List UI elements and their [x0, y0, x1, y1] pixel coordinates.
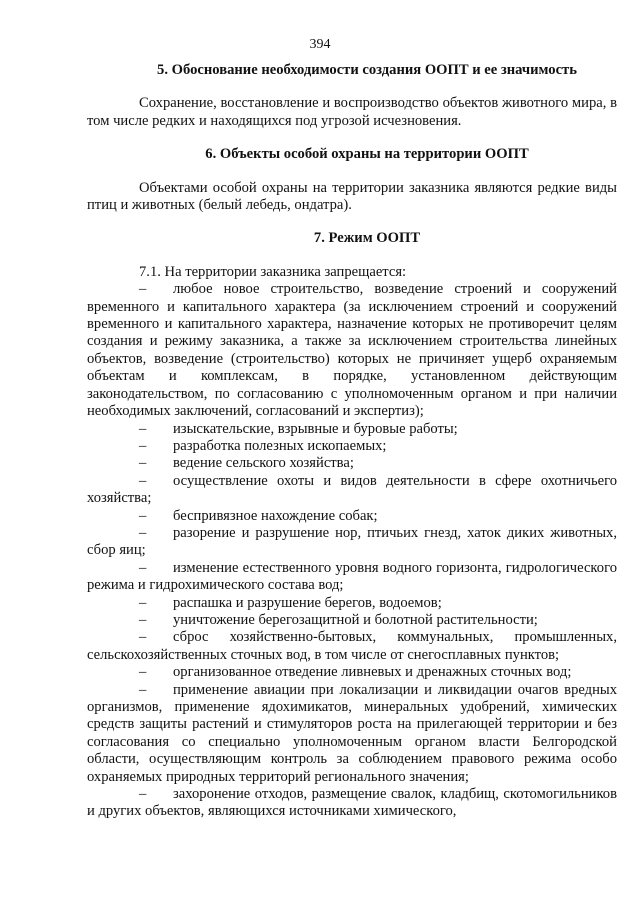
list-dash-marker: –	[139, 507, 147, 524]
spacer	[87, 79, 617, 95]
prohibition-text: разорение и разрушение нор, птичьих гнезд, хаток диких животных, сбор яиц;	[87, 524, 617, 559]
section-7-intro: 7.1. На территории заказника запрещается:	[139, 263, 407, 280]
list-dash-marker: –	[139, 629, 147, 646]
list-dash-marker: –	[139, 472, 147, 489]
prohibition-text: распашка и разрушение берегов, водоемов;	[173, 594, 442, 611]
prohibition-text: изменение естественного уровня водного горизонта, гидрологического режима и гидрохимического состава вод;	[87, 559, 617, 594]
spacer	[87, 164, 617, 180]
list-dash-marker: –	[139, 420, 147, 437]
section-6-heading: 6. Объекты особой охраны на территории ООПТ	[205, 146, 529, 163]
list-dash-marker: –	[139, 524, 147, 541]
list-dash-marker: –	[139, 455, 147, 472]
list-dash-marker: –	[139, 437, 147, 454]
spacer	[87, 248, 617, 264]
section-7-heading: 7. Режим ООПТ	[313, 230, 421, 247]
prohibition-item	[87, 281, 617, 420]
prohibition-text: разработка полезных ископаемых;	[173, 437, 387, 454]
prohibition-text: уничтожение берегозащитной и болотной растительности;	[173, 611, 538, 628]
prohibition-text: организованное отведение ливневых и дренажных сточных вод;	[173, 664, 572, 681]
page-number: 394	[309, 37, 331, 52]
prohibition-text: захоронение отходов, размещение свалок, кладбищ, скотомогильников и других объектов, являющихся источниками химического,	[87, 786, 617, 820]
prohibition-item	[87, 508, 617, 525]
prohibition-text: беспривязное нахождение собак;	[173, 507, 378, 524]
list-dash-marker: –	[139, 281, 147, 298]
prohibition-text: сброс хозяйственно-бытовых, коммунальных, промышленных, сельскохозяйственных сточных вод, в том числе от снегосплавных пунктов;	[87, 629, 617, 663]
list-dash-marker: –	[139, 559, 147, 576]
list-dash-marker: –	[139, 786, 147, 803]
section-5-text: Сохранение, восстановление и воспроизводство объектов животного мира, в том числе редких и находящихся под угрозой исчезновения.	[87, 95, 617, 129]
section-5-heading: 5. Обоснование необходимости создания ООПТ и ее значимость	[157, 62, 577, 78]
prohibition-item	[87, 473, 617, 508]
prohibition-item	[87, 421, 617, 438]
prohibition-text: любое новое строительство, возведение строений и сооружений временного и капитального характера (за исключением строений и сооружений временного и капитального характера, назначение которых не противоречит целям создания и режиму заказника, а также за исключением строительства линейных объектов, возведение (строительство) которых не причиняет ущерб охраняемым объектам и комплексам, в порядке, установленном действующим законодательством, по согласованию с уполномоченным органом и при наличии необходимых заключений, согласований и экспертиз);	[87, 281, 617, 420]
document-body	[87, 62, 617, 821]
list-dash-marker: –	[139, 594, 147, 611]
section-6-text: Объектами особой охраны на территории заказника являются редкие виды птиц и животных (белый лебедь, ондатра).	[87, 179, 617, 214]
prohibition-item	[87, 560, 617, 595]
prohibition-text: осуществление охоты и видов деятельности в сфере охотничьего хозяйства;	[87, 472, 617, 507]
prohibition-item	[87, 525, 617, 560]
prohibition-item	[87, 664, 617, 681]
list-dash-marker: –	[139, 664, 147, 681]
prohibitions-list	[87, 281, 617, 821]
prohibition-item	[87, 455, 617, 472]
prohibition-item	[87, 595, 617, 612]
prohibition-item	[87, 786, 617, 821]
prohibition-text: изыскательские, взрывные и буровые работы;	[173, 420, 458, 437]
list-dash-marker: –	[139, 681, 147, 698]
list-dash-marker: –	[139, 611, 147, 628]
spacer	[87, 214, 617, 230]
prohibition-text: применение авиации при локализации и ликвидации очагов вредных организмов, применение ядохимикатов, минеральных удобрений, химических средств защиты растений и стимуляторов роста на прилегающей территории и без согласования со специально уполномоченным органом власти Белгородской области, осуществляющим контроль за соблюдением правового режима особо охраняемых природных территорий регионального значения;	[87, 681, 617, 785]
prohibition-item	[87, 629, 617, 664]
prohibition-item	[87, 682, 617, 786]
prohibition-item	[87, 438, 617, 455]
prohibition-item	[87, 612, 617, 629]
spacer	[87, 130, 617, 146]
prohibition-text: ведение сельского хозяйства;	[173, 455, 354, 472]
